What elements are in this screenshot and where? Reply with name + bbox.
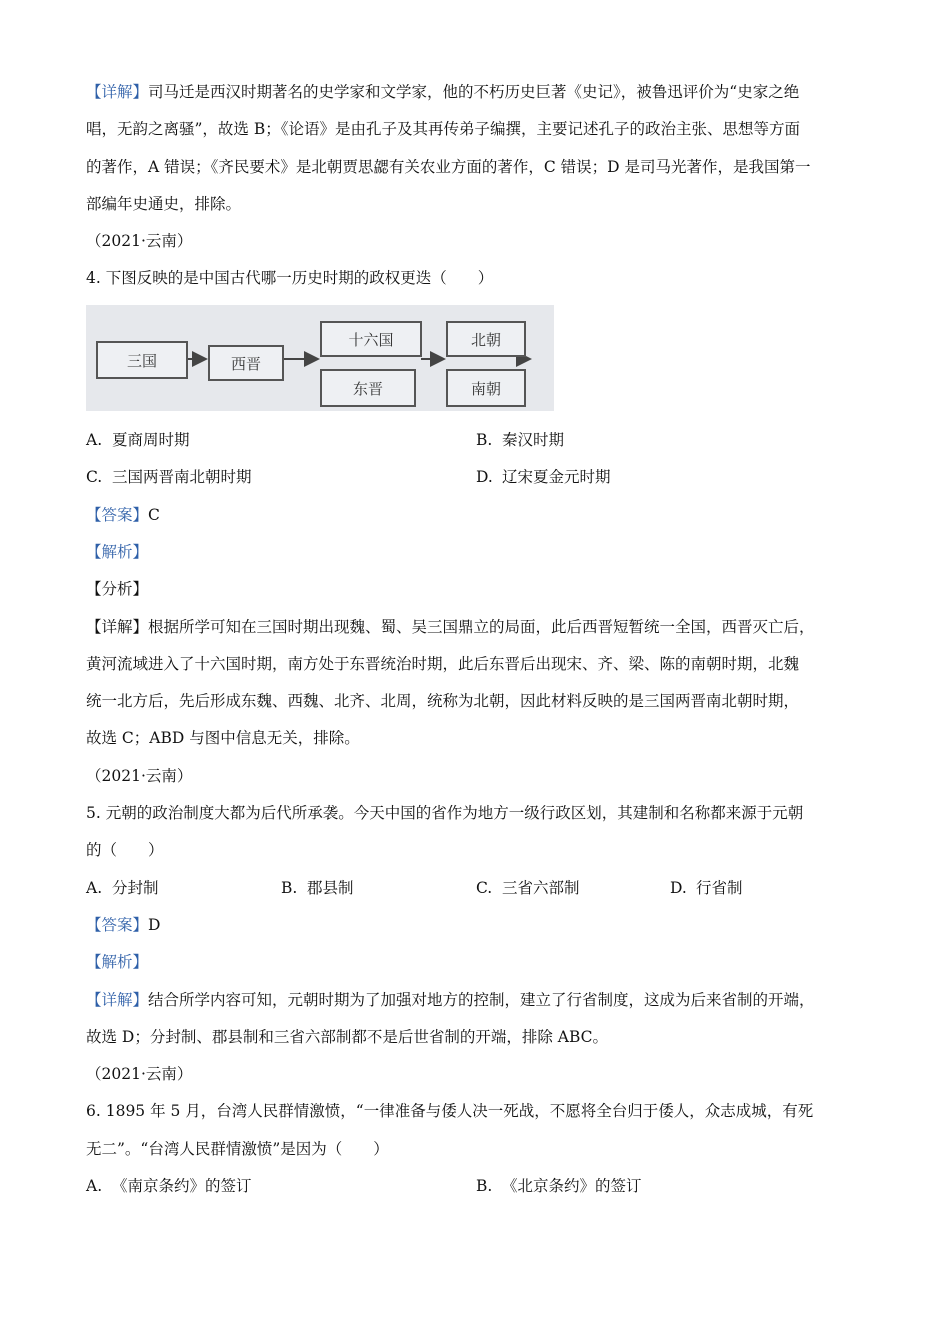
q4-detail-line-1: 【详解】根据所学可知在三国时期出现魏、蜀、吴三国鼎立的局面，此后西晋短暂统一全国，西晋灭亡后，: [86, 618, 815, 636]
q6-source: （2021·云南）: [86, 1065, 193, 1083]
dynasty-flow-diagram: [86, 305, 554, 411]
q4-detail-line-2: 黄河流域进入了十六国时期，南方处于东晋统治时期，此后东晋后出现宋、齐、梁、陈的南朝时期，北魏: [86, 655, 800, 673]
q4-analysis-tag: 【解析】: [86, 543, 149, 561]
q3-detail-line-1: 【详解】司马迁是西汉时期著名的史学家和文学家，他的不朽历史巨著《史记》，被鲁迅评价为“史家之绝: [86, 83, 800, 101]
answer-tag: 【答案】: [86, 506, 149, 524]
box-xijin: 西晋: [208, 345, 284, 381]
q5-analysis-tag: 【解析】: [86, 953, 149, 971]
q4-option-d[interactable]: D. 辽宋夏金元时期: [476, 468, 611, 486]
q6-stem-line-1: 6. 1895 年 5 月，台湾人民群情激愤，“一律准备与倭人决一死战，不愿将全台归于倭人，众志成城，有死: [86, 1102, 814, 1120]
q4-option-b[interactable]: B. 秦汉时期: [476, 431, 565, 449]
detail-tag: 【详解】: [86, 991, 149, 1009]
box-nanchao: 南朝: [446, 369, 526, 407]
q5-option-a[interactable]: A. 分封制: [86, 879, 159, 897]
q4-option-c[interactable]: C. 三国两晋南北朝时期: [86, 468, 252, 486]
q3-detail-line-3: 的著作，A 错误；《齐民要术》是北朝贾思勰有关农业方面的著作，C 错误；D 是司马光著作，是我国第一: [86, 158, 811, 176]
box-shiliuguo: 十六国: [320, 321, 422, 357]
q6-option-a[interactable]: A. 《南京条约》的签订: [86, 1177, 252, 1195]
q4-source: （2021·云南）: [86, 232, 193, 250]
q5-stem-line-1: 5. 元朝的政治制度大都为后代所承袭。今天中国的省作为地方一级行政区划，其建制和名称都来源于元朝: [86, 804, 804, 822]
q5-detail-line-1: 【详解】结合所学内容可知，元朝时期为了加强对地方的控制，建立了行省制度，这成为后来省制的开端，: [86, 991, 815, 1009]
q4-detail-line-4: 故选 C；ABD 与图中信息无关，排除。: [86, 729, 360, 747]
q4-option-a[interactable]: A. 夏商周时期: [86, 431, 190, 449]
q4-answer: 【答案】C: [86, 506, 160, 524]
q6-stem-line-2: 无二”。“台湾人民群情激愤”是因为（ ）: [86, 1140, 389, 1158]
detail-tag: 【详解】: [86, 83, 149, 101]
q4-detail-line-3: 统一北方后，先后形成东魏、西魏、北齐、北周，统称为北朝，因此材料反映的是三国两晋南北朝时期，: [86, 692, 800, 710]
q4-fenxi-tag: 【分析】: [86, 580, 149, 598]
q5-option-c[interactable]: C. 三省六部制: [476, 879, 580, 897]
q5-source: （2021·云南）: [86, 767, 193, 785]
q3-detail-line-4: 部编年史通史，排除。: [86, 195, 242, 213]
q5-stem-line-2: 的（ ）: [86, 841, 164, 859]
box-sanguo: 三国: [96, 341, 188, 379]
q3-detail-line-2: 唱，无韵之离骚”，故选 B；《论语》是由孔子及其再传弟子编撰，主要记述孔子的政治主张、思想等方面: [86, 120, 800, 138]
answer-tag: 【答案】: [86, 916, 149, 934]
detail-tag: 【详解】: [86, 618, 149, 636]
q6-option-b[interactable]: B. 《北京条约》的签订: [476, 1177, 642, 1195]
q4-stem: 4. 下图反映的是中国古代哪一历史时期的政权更迭（ ）: [86, 269, 494, 287]
q5-option-b[interactable]: B. 郡县制: [281, 879, 354, 897]
q5-detail-line-2: 故选 D；分封制、郡县制和三省六部制都不是后世省制的开端，排除 ABC。: [86, 1028, 609, 1046]
box-beichao: 北朝: [446, 321, 526, 357]
q5-answer: 【答案】D: [86, 916, 161, 934]
box-dongjin: 东晋: [320, 369, 416, 407]
q5-option-d[interactable]: D. 行省制: [670, 879, 743, 897]
